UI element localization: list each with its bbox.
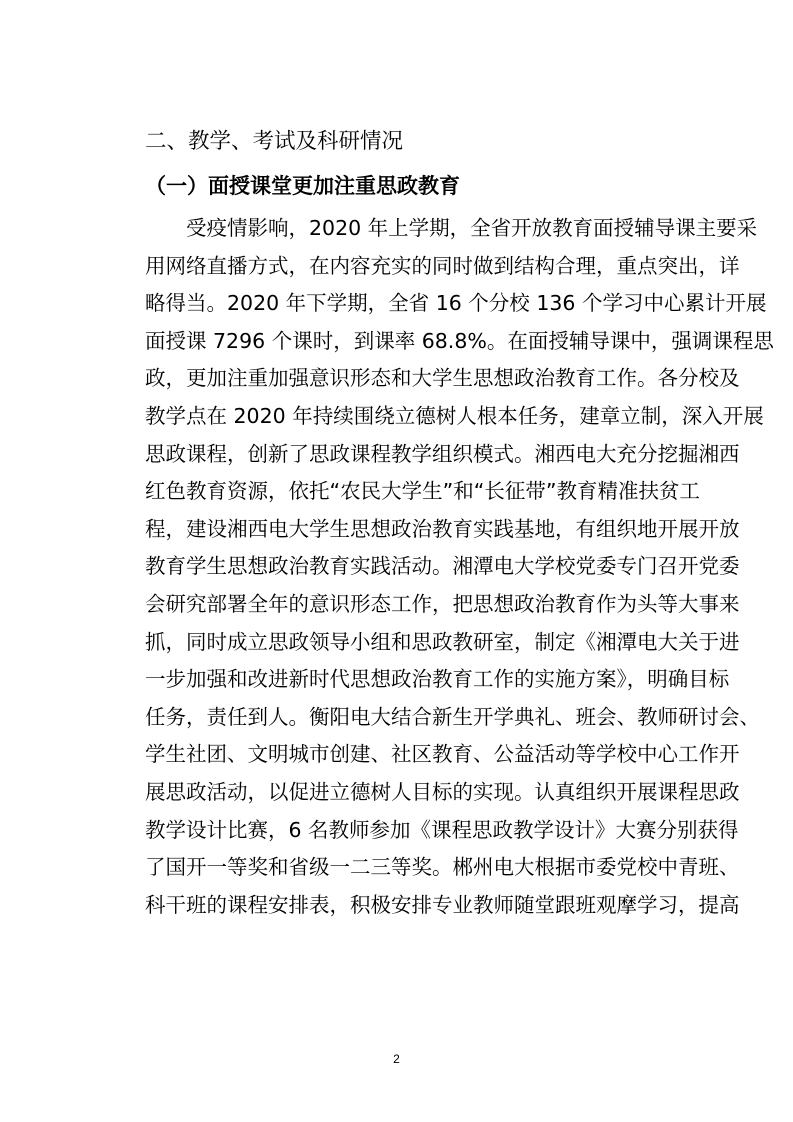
paragraph-line: 红色教育资源，依托“农民大学生”和“长征带”教育精准扶贫工 (145, 479, 700, 504)
paragraph-line: 科干班的课程安排表，积极安排专业教师随堂跟班观摩学习，提高 (145, 892, 740, 917)
paragraph-line: 一步加强和改进新时代思想政治教育工作的实施方案》，明确目标 (145, 667, 730, 692)
paragraph-line: 程，建设湘西电大学生思想政治教育实践基地，有组织地开展开放 (145, 516, 740, 541)
paragraph-line: 会研究部署全年的意识形态工作，把思想政治教育作为头等大事来 (145, 591, 740, 616)
paragraph-line: 教学点在 2020 年持续围绕立德树人根本任务，建章立制，深入开展 (145, 403, 764, 428)
paragraph-line: 面授课 7296 个课时，到课率 68.8%。在面授辅导课中，强调课程思 (145, 328, 774, 353)
paragraph-line: 教学设计比赛，6 名教师参加《课程思政教学设计》大赛分别获得 (145, 817, 739, 842)
paragraph-line: 思政课程，创新了思政课程教学组织模式。湘西电大充分挖掘湘西 (145, 441, 740, 466)
paragraph-line: 任务，责任到人。衡阳电大结合新生开学典礼、班会、教师研讨会、 (145, 704, 760, 729)
paragraph-line: 抓，同时成立思政领导小组和思政教研室，制定《湘潭电大关于进 (145, 629, 740, 654)
paragraph-line: 略得当。2020 年下学期，全省 16 个分校 136 个学习中心累计开展 (145, 291, 767, 316)
paragraph-line: 用网络直播方式，在内容充实的同时做到结构合理，重点突出，详 (145, 253, 740, 278)
page-number: 2 (393, 1052, 400, 1066)
paragraph-line: 政，更加注重加强意识形态和大学生思想政治教育工作。各分校及 (145, 366, 740, 391)
paragraph-line: 学生社团、文明城市创建、社区教育、公益活动等学校中心工作开 (145, 742, 740, 767)
paragraph-line: 受疫情影响，2020 年上学期，全省开放教育面授辅导课主要采 (186, 216, 758, 240)
body-paragraph (145, 210, 774, 924)
paragraph-line: 了国开一等奖和省级一二三等奖。郴州电大根据市委党校中青班、 (145, 855, 740, 880)
paragraph-line: 教育学生思想政治教育实践活动。湘潭电大学校党委专门召开党委 (145, 554, 740, 579)
paragraph-line: 展思政活动，以促进立德树人目标的实现。认真组织开展课程思政 (145, 779, 740, 804)
section-heading: 二、教学、考试及科研情况 (145, 129, 404, 154)
subsection-heading: （一）面授课堂更加注重思政教育 (145, 173, 460, 198)
